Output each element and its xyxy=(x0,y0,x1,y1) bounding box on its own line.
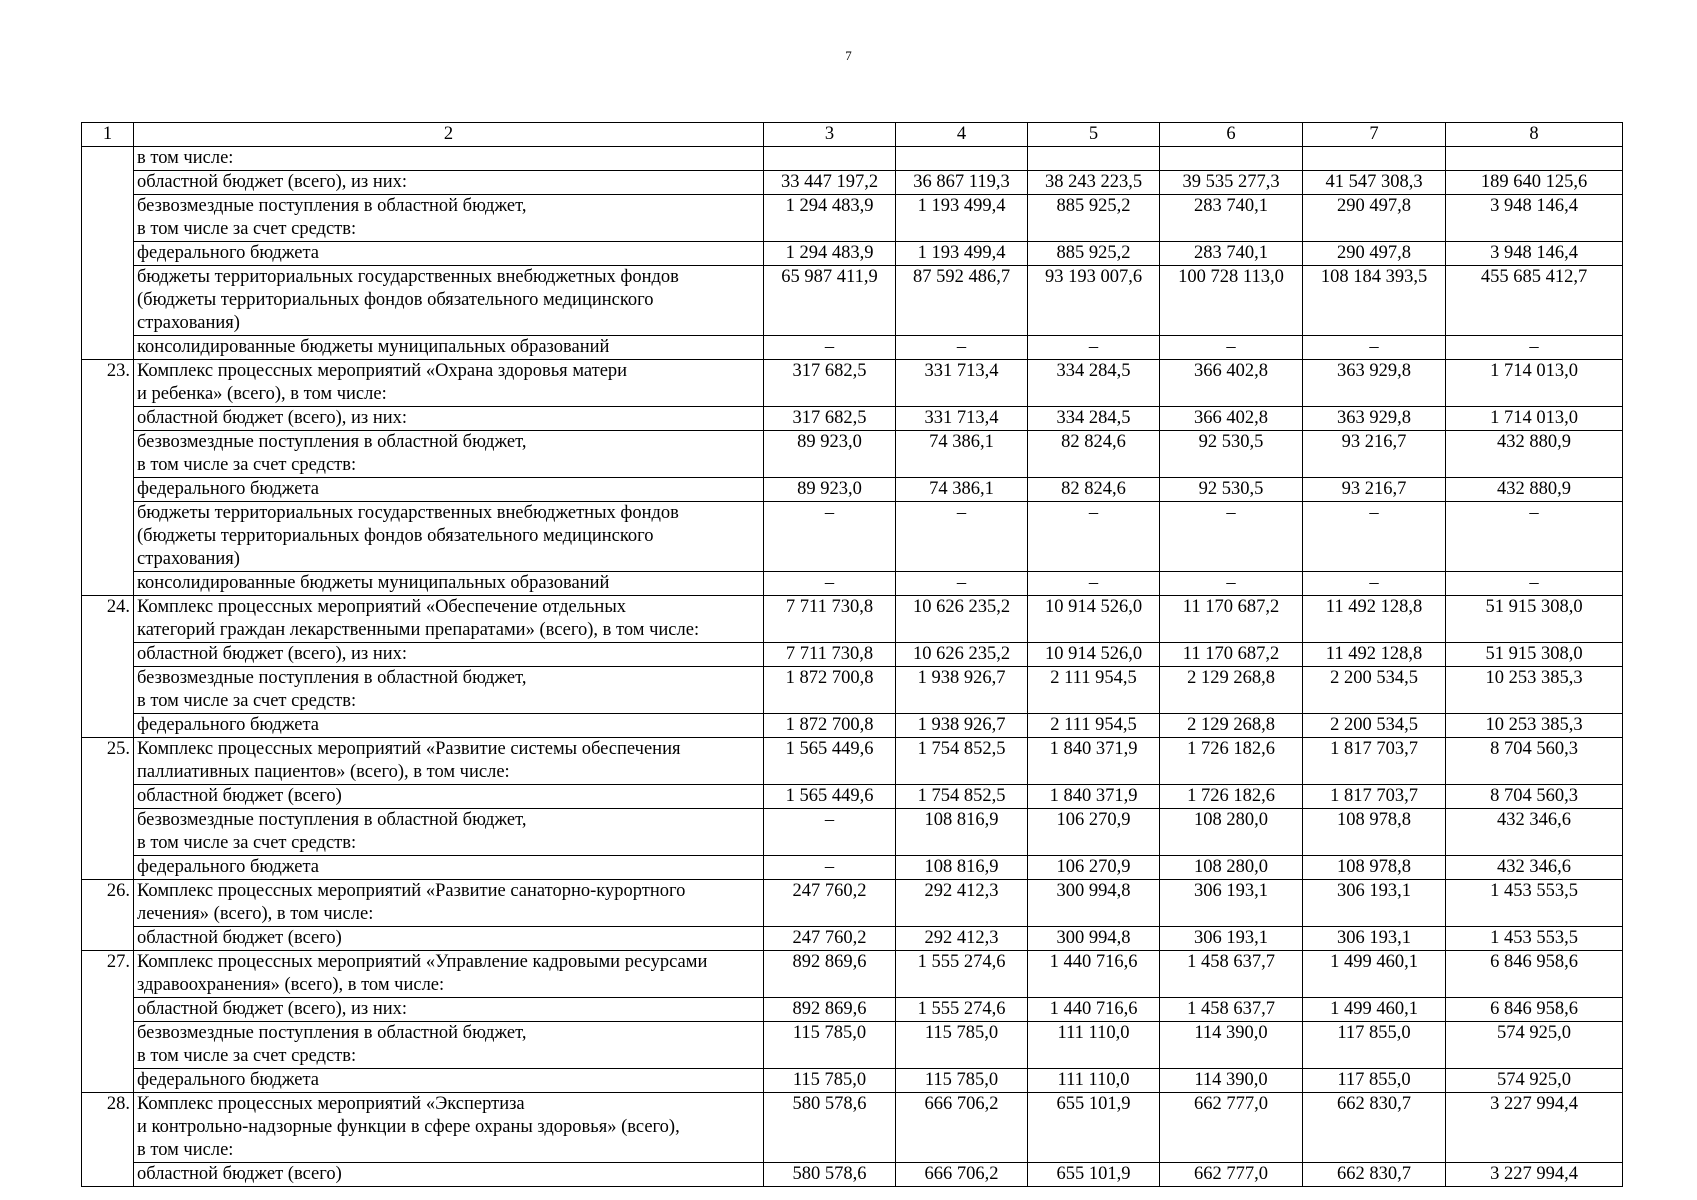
column-number-8: 8 xyxy=(1446,123,1623,147)
value-cell-col-3: 1 565 449,6 xyxy=(764,785,896,809)
row-description xyxy=(134,998,764,1022)
table-row xyxy=(82,478,1623,502)
value-cell-col-5: 2 111 954,5 xyxy=(1028,667,1160,714)
value-cell-col-6: 366 402,8 xyxy=(1160,407,1303,431)
value-cell-col-5: 334 284,5 xyxy=(1028,407,1160,431)
value-cell-col-7: – xyxy=(1303,502,1446,572)
row-description xyxy=(134,502,764,572)
table-row xyxy=(82,1069,1623,1093)
value-cell-col-4: 1 938 926,7 xyxy=(896,714,1028,738)
value-cell-col-6 xyxy=(1160,147,1303,171)
value-cell-col-8: 1 714 013,0 xyxy=(1446,360,1623,407)
value-cell-col-3: 115 785,0 xyxy=(764,1022,896,1069)
description-line: консолидированные бюджеты муниципальных образований xyxy=(137,337,610,357)
row-description xyxy=(134,431,764,478)
value-cell-col-3: – xyxy=(764,856,896,880)
value-cell-col-5: 655 101,9 xyxy=(1028,1163,1160,1187)
value-cell-col-6: 108 280,0 xyxy=(1160,809,1303,856)
value-cell-col-4: 10 626 235,2 xyxy=(896,596,1028,643)
value-cell-col-7: 11 492 128,8 xyxy=(1303,643,1446,667)
value-cell-col-8: 574 925,0 xyxy=(1446,1022,1623,1069)
value-cell-col-3: 89 923,0 xyxy=(764,478,896,502)
description-line: страхования) xyxy=(137,313,240,333)
value-cell-col-7: 108 978,8 xyxy=(1303,856,1446,880)
value-cell-col-3: 247 760,2 xyxy=(764,880,896,927)
value-cell-col-3: 1 872 700,8 xyxy=(764,714,896,738)
description-line: областной бюджет (всего) xyxy=(137,786,342,806)
value-cell-col-6: 92 530,5 xyxy=(1160,431,1303,478)
value-cell-col-7: 93 216,7 xyxy=(1303,431,1446,478)
value-cell-col-6: 1 458 637,7 xyxy=(1160,951,1303,998)
value-cell-col-4: 1 555 274,6 xyxy=(896,998,1028,1022)
table-row xyxy=(82,266,1623,336)
description-line: в том числе за счет средств: xyxy=(137,833,357,853)
value-cell-col-8: 432 346,6 xyxy=(1446,856,1623,880)
value-cell-col-7: 662 830,7 xyxy=(1303,1093,1446,1163)
description-line: Комплекс процессных мероприятий «Управление кадровыми ресурсами xyxy=(137,952,708,972)
description-line: безвозмездные поступления в областной бюджет, xyxy=(137,810,527,830)
table-row xyxy=(82,336,1623,360)
value-cell-col-6: 2 129 268,8 xyxy=(1160,667,1303,714)
description-line: консолидированные бюджеты муниципальных образований xyxy=(137,573,610,593)
value-cell-col-8: 10 253 385,3 xyxy=(1446,714,1623,738)
value-cell-col-5: 93 193 007,6 xyxy=(1028,266,1160,336)
value-cell-col-3: 317 682,5 xyxy=(764,407,896,431)
value-cell-col-3: 89 923,0 xyxy=(764,431,896,478)
value-cell-col-7: 2 200 534,5 xyxy=(1303,667,1446,714)
value-cell-col-4: 115 785,0 xyxy=(896,1022,1028,1069)
description-line: бюджеты территориальных государственных внебюджетных фондов xyxy=(137,267,679,287)
column-number-4: 4 xyxy=(896,123,1028,147)
value-cell-col-5: – xyxy=(1028,572,1160,596)
value-cell-col-5: 1 840 371,9 xyxy=(1028,785,1160,809)
table-row xyxy=(82,714,1623,738)
value-cell-col-6: 2 129 268,8 xyxy=(1160,714,1303,738)
description-line: Комплекс процессных мероприятий «Экспертиза xyxy=(137,1094,525,1114)
value-cell-col-6: 306 193,1 xyxy=(1160,927,1303,951)
value-cell-col-4: 1 193 499,4 xyxy=(896,195,1028,242)
value-cell-col-4: 36 867 119,3 xyxy=(896,171,1028,195)
description-line: федерального бюджета xyxy=(137,857,320,877)
value-cell-col-7: 117 855,0 xyxy=(1303,1069,1446,1093)
value-cell-col-6: 662 777,0 xyxy=(1160,1163,1303,1187)
description-line: федерального бюджета xyxy=(137,243,320,263)
value-cell-col-3: 115 785,0 xyxy=(764,1069,896,1093)
value-cell-col-7: 108 184 393,5 xyxy=(1303,266,1446,336)
value-cell-col-5: 1 440 716,6 xyxy=(1028,951,1160,998)
column-number-3: 3 xyxy=(764,123,896,147)
value-cell-col-7 xyxy=(1303,147,1446,171)
row-description xyxy=(134,1163,764,1187)
table-row xyxy=(82,502,1623,572)
row-description xyxy=(134,266,764,336)
description-line: федерального бюджета xyxy=(137,715,320,735)
value-cell-col-8: 432 880,9 xyxy=(1446,431,1623,478)
value-cell-col-6: – xyxy=(1160,502,1303,572)
value-cell-col-3: 580 578,6 xyxy=(764,1093,896,1163)
value-cell-col-3: 247 760,2 xyxy=(764,927,896,951)
value-cell-col-3: – xyxy=(764,336,896,360)
value-cell-col-8: 189 640 125,6 xyxy=(1446,171,1623,195)
value-cell-col-7: 2 200 534,5 xyxy=(1303,714,1446,738)
value-cell-col-8: 51 915 308,0 xyxy=(1446,596,1623,643)
value-cell-col-8: 3 948 146,4 xyxy=(1446,195,1623,242)
value-cell-col-6: 108 280,0 xyxy=(1160,856,1303,880)
row-description xyxy=(134,360,764,407)
table-row xyxy=(82,195,1623,242)
row-description xyxy=(134,572,764,596)
table-row xyxy=(82,951,1623,998)
column-number-1: 1 xyxy=(82,123,134,147)
value-cell-col-4: 74 386,1 xyxy=(896,478,1028,502)
row-number: 27. xyxy=(82,951,134,1093)
table-row xyxy=(82,360,1623,407)
value-cell-col-4: – xyxy=(896,336,1028,360)
value-cell-col-5 xyxy=(1028,147,1160,171)
description-line: и ребенка» (всего), в том числе: xyxy=(137,384,387,404)
value-cell-col-5: – xyxy=(1028,336,1160,360)
value-cell-col-3: 892 869,6 xyxy=(764,951,896,998)
value-cell-col-3: – xyxy=(764,502,896,572)
value-cell-col-6: 114 390,0 xyxy=(1160,1022,1303,1069)
value-cell-col-3: – xyxy=(764,809,896,856)
table-row xyxy=(82,171,1623,195)
description-line: и контрольно-надзорные функции в сфере охраны здоровья» (всего), xyxy=(137,1117,680,1137)
table-row xyxy=(82,1022,1623,1069)
table-row xyxy=(82,1163,1623,1187)
value-cell-col-8: 51 915 308,0 xyxy=(1446,643,1623,667)
value-cell-col-7: 290 497,8 xyxy=(1303,242,1446,266)
description-line: бюджеты территориальных государственных внебюджетных фондов xyxy=(137,503,679,523)
value-cell-col-7: 306 193,1 xyxy=(1303,927,1446,951)
value-cell-col-4: 292 412,3 xyxy=(896,927,1028,951)
value-cell-col-3: 33 447 197,2 xyxy=(764,171,896,195)
description-line: безвозмездные поступления в областной бюджет, xyxy=(137,1023,527,1043)
value-cell-col-5: 111 110,0 xyxy=(1028,1069,1160,1093)
description-line: Комплекс процессных мероприятий «Охрана здоровья матери xyxy=(137,361,628,381)
row-description xyxy=(134,951,764,998)
value-cell-col-4: 331 713,4 xyxy=(896,407,1028,431)
value-cell-col-7: 363 929,8 xyxy=(1303,407,1446,431)
value-cell-col-6: 114 390,0 xyxy=(1160,1069,1303,1093)
value-cell-col-5: 885 925,2 xyxy=(1028,242,1160,266)
value-cell-col-6: 11 170 687,2 xyxy=(1160,596,1303,643)
value-cell-col-8: 6 846 958,6 xyxy=(1446,998,1623,1022)
value-cell-col-4: 74 386,1 xyxy=(896,431,1028,478)
value-cell-col-3: 1 565 449,6 xyxy=(764,738,896,785)
description-line: областной бюджет (всего) xyxy=(137,1164,342,1184)
row-description xyxy=(134,171,764,195)
value-cell-col-5: 106 270,9 xyxy=(1028,856,1160,880)
column-number-7: 7 xyxy=(1303,123,1446,147)
value-cell-col-7: 363 929,8 xyxy=(1303,360,1446,407)
description-line: Комплекс процессных мероприятий «Развитие системы обеспечения xyxy=(137,739,681,759)
table-row xyxy=(82,880,1623,927)
value-cell-col-5: 885 925,2 xyxy=(1028,195,1160,242)
page-number: 7 xyxy=(845,48,852,63)
value-cell-col-4: 292 412,3 xyxy=(896,880,1028,927)
value-cell-col-3: 580 578,6 xyxy=(764,1163,896,1187)
value-cell-col-4 xyxy=(896,147,1028,171)
value-cell-col-8: 1 453 553,5 xyxy=(1446,880,1623,927)
description-line: безвозмездные поступления в областной бюджет, xyxy=(137,196,527,216)
description-line: безвозмездные поступления в областной бюджет, xyxy=(137,668,527,688)
value-cell-col-5: 1 840 371,9 xyxy=(1028,738,1160,785)
row-description xyxy=(134,147,764,171)
value-cell-col-6: 100 728 113,0 xyxy=(1160,266,1303,336)
row-description xyxy=(134,336,764,360)
value-cell-col-6: 39 535 277,3 xyxy=(1160,171,1303,195)
description-line: (бюджеты территориальных фондов обязательного медицинского xyxy=(137,526,654,546)
value-cell-col-3: 1 872 700,8 xyxy=(764,667,896,714)
value-cell-col-7: 1 817 703,7 xyxy=(1303,738,1446,785)
value-cell-col-3: 7 711 730,8 xyxy=(764,596,896,643)
description-line: областной бюджет (всего), из них: xyxy=(137,644,408,664)
value-cell-col-4: 1 754 852,5 xyxy=(896,785,1028,809)
row-description xyxy=(134,785,764,809)
value-cell-col-6: 306 193,1 xyxy=(1160,880,1303,927)
value-cell-col-4: 108 816,9 xyxy=(896,809,1028,856)
value-cell-col-6: 1 726 182,6 xyxy=(1160,738,1303,785)
value-cell-col-7: 1 499 460,1 xyxy=(1303,951,1446,998)
description-line: Комплекс процессных мероприятий «Развитие санаторно-курортного xyxy=(137,881,686,901)
value-cell-col-8: 10 253 385,3 xyxy=(1446,667,1623,714)
value-cell-col-4: 331 713,4 xyxy=(896,360,1028,407)
value-cell-col-5: 10 914 526,0 xyxy=(1028,596,1160,643)
value-cell-col-5: 2 111 954,5 xyxy=(1028,714,1160,738)
description-line: (бюджеты территориальных фондов обязательного медицинского xyxy=(137,290,654,310)
row-number: 25. xyxy=(82,738,134,880)
value-cell-col-8: 455 685 412,7 xyxy=(1446,266,1623,336)
description-line: в том числе за счет средств: xyxy=(137,691,357,711)
row-description xyxy=(134,809,764,856)
value-cell-col-5: 10 914 526,0 xyxy=(1028,643,1160,667)
value-cell-col-3: 1 294 483,9 xyxy=(764,242,896,266)
value-cell-col-8: 1 714 013,0 xyxy=(1446,407,1623,431)
table-row xyxy=(82,785,1623,809)
row-number: 23. xyxy=(82,360,134,596)
table-body xyxy=(82,123,1623,1187)
value-cell-col-3: 1 294 483,9 xyxy=(764,195,896,242)
value-cell-col-5: 82 824,6 xyxy=(1028,431,1160,478)
row-description xyxy=(134,242,764,266)
value-cell-col-8: 3 948 146,4 xyxy=(1446,242,1623,266)
table-row xyxy=(82,667,1623,714)
value-cell-col-8: 574 925,0 xyxy=(1446,1069,1623,1093)
value-cell-col-4: 666 706,2 xyxy=(896,1163,1028,1187)
row-number: 26. xyxy=(82,880,134,951)
table-row xyxy=(82,643,1623,667)
value-cell-col-3 xyxy=(764,147,896,171)
description-line: в том числе за счет средств: xyxy=(137,219,357,239)
value-cell-col-7: 93 216,7 xyxy=(1303,478,1446,502)
value-cell-col-8 xyxy=(1446,147,1623,171)
value-cell-col-5: 1 440 716,6 xyxy=(1028,998,1160,1022)
description-line: страхования) xyxy=(137,549,240,569)
row-description xyxy=(134,856,764,880)
value-cell-col-7: – xyxy=(1303,336,1446,360)
value-cell-col-6: 1 458 637,7 xyxy=(1160,998,1303,1022)
table-row xyxy=(82,927,1623,951)
description-line: областной бюджет (всего), из них: xyxy=(137,999,408,1019)
value-cell-col-7: 1 817 703,7 xyxy=(1303,785,1446,809)
value-cell-col-5: 300 994,8 xyxy=(1028,927,1160,951)
value-cell-col-7: 117 855,0 xyxy=(1303,1022,1446,1069)
table-row xyxy=(82,998,1623,1022)
value-cell-col-6: 1 726 182,6 xyxy=(1160,785,1303,809)
description-line: лечения» (всего), в том числе: xyxy=(137,904,374,924)
description-line: федерального бюджета xyxy=(137,1070,320,1090)
value-cell-col-4: 108 816,9 xyxy=(896,856,1028,880)
description-line: в том числе за счет средств: xyxy=(137,1046,357,1066)
table-row xyxy=(82,572,1623,596)
column-number-5: 5 xyxy=(1028,123,1160,147)
table-row xyxy=(82,738,1623,785)
value-cell-col-8: 432 346,6 xyxy=(1446,809,1623,856)
row-description xyxy=(134,195,764,242)
row-number: 28. xyxy=(82,1093,134,1187)
row-description xyxy=(134,1022,764,1069)
value-cell-col-3: 892 869,6 xyxy=(764,998,896,1022)
description-line: областной бюджет (всего), из них: xyxy=(137,172,408,192)
value-cell-col-5: 655 101,9 xyxy=(1028,1093,1160,1163)
value-cell-col-8: 1 453 553,5 xyxy=(1446,927,1623,951)
row-description xyxy=(134,478,764,502)
value-cell-col-6: 662 777,0 xyxy=(1160,1093,1303,1163)
column-number-2: 2 xyxy=(134,123,764,147)
value-cell-col-7: 11 492 128,8 xyxy=(1303,596,1446,643)
row-description xyxy=(134,927,764,951)
value-cell-col-5: 82 824,6 xyxy=(1028,478,1160,502)
value-cell-col-8: – xyxy=(1446,502,1623,572)
value-cell-col-6: 92 530,5 xyxy=(1160,478,1303,502)
value-cell-col-7: 108 978,8 xyxy=(1303,809,1446,856)
row-number: 24. xyxy=(82,596,134,738)
value-cell-col-8: 3 227 994,4 xyxy=(1446,1093,1623,1163)
value-cell-col-5: 300 994,8 xyxy=(1028,880,1160,927)
value-cell-col-8: 8 704 560,3 xyxy=(1446,785,1623,809)
value-cell-col-5: – xyxy=(1028,502,1160,572)
table-row xyxy=(82,596,1623,643)
row-description xyxy=(134,643,764,667)
value-cell-col-4: 1 754 852,5 xyxy=(896,738,1028,785)
value-cell-col-3: 7 711 730,8 xyxy=(764,643,896,667)
description-line: федерального бюджета xyxy=(137,479,320,499)
value-cell-col-8: 6 846 958,6 xyxy=(1446,951,1623,998)
value-cell-col-8: 3 227 994,4 xyxy=(1446,1163,1623,1187)
description-line: категорий граждан лекарственными препаратами» (всего), в том числе: xyxy=(137,620,700,640)
column-number-6: 6 xyxy=(1160,123,1303,147)
value-cell-col-6: 366 402,8 xyxy=(1160,360,1303,407)
value-cell-col-7: 41 547 308,3 xyxy=(1303,171,1446,195)
value-cell-col-6: 283 740,1 xyxy=(1160,195,1303,242)
row-description xyxy=(134,880,764,927)
description-line: здравоохранения» (всего), в том числе: xyxy=(137,975,445,995)
value-cell-col-6: – xyxy=(1160,336,1303,360)
value-cell-col-4: 666 706,2 xyxy=(896,1093,1028,1163)
value-cell-col-5: 334 284,5 xyxy=(1028,360,1160,407)
description-line: Комплекс процессных мероприятий «Обеспечение отдельных xyxy=(137,597,627,617)
table-row xyxy=(82,147,1623,171)
value-cell-col-8: 432 880,9 xyxy=(1446,478,1623,502)
description-line: областной бюджет (всего), из них: xyxy=(137,408,408,428)
table-row xyxy=(82,242,1623,266)
row-description xyxy=(134,596,764,643)
value-cell-col-7: 1 499 460,1 xyxy=(1303,998,1446,1022)
value-cell-col-4: – xyxy=(896,572,1028,596)
value-cell-col-3: – xyxy=(764,572,896,596)
row-number xyxy=(82,147,134,360)
value-cell-col-4: 115 785,0 xyxy=(896,1069,1028,1093)
value-cell-col-8: 8 704 560,3 xyxy=(1446,738,1623,785)
value-cell-col-6: 11 170 687,2 xyxy=(1160,643,1303,667)
table-row xyxy=(82,407,1623,431)
value-cell-col-6: – xyxy=(1160,572,1303,596)
table-row xyxy=(82,856,1623,880)
description-line: паллиативных пациентов» (всего), в том числе: xyxy=(137,762,510,782)
row-description xyxy=(134,407,764,431)
description-line: безвозмездные поступления в областной бюджет, xyxy=(137,432,527,452)
table-row xyxy=(82,1093,1623,1163)
value-cell-col-5: 111 110,0 xyxy=(1028,1022,1160,1069)
value-cell-col-6: 283 740,1 xyxy=(1160,242,1303,266)
table-row xyxy=(82,809,1623,856)
value-cell-col-5: 38 243 223,5 xyxy=(1028,171,1160,195)
value-cell-col-3: 65 987 411,9 xyxy=(764,266,896,336)
description-line: в том числе: xyxy=(137,1140,234,1160)
description-line: областной бюджет (всего) xyxy=(137,928,342,948)
description-line: в том числе: xyxy=(137,148,234,168)
value-cell-col-7: 662 830,7 xyxy=(1303,1163,1446,1187)
row-description xyxy=(134,738,764,785)
value-cell-col-8: – xyxy=(1446,336,1623,360)
budget-table xyxy=(81,122,1623,1187)
value-cell-col-4: 1 555 274,6 xyxy=(896,951,1028,998)
value-cell-col-5: 106 270,9 xyxy=(1028,809,1160,856)
value-cell-col-8: – xyxy=(1446,572,1623,596)
value-cell-col-7: – xyxy=(1303,572,1446,596)
value-cell-col-4: 10 626 235,2 xyxy=(896,643,1028,667)
value-cell-col-4: 87 592 486,7 xyxy=(896,266,1028,336)
value-cell-col-7: 306 193,1 xyxy=(1303,880,1446,927)
table-header-row xyxy=(82,123,1623,147)
row-description xyxy=(134,1093,764,1163)
table-row xyxy=(82,431,1623,478)
value-cell-col-4: 1 193 499,4 xyxy=(896,242,1028,266)
value-cell-col-3: 317 682,5 xyxy=(764,360,896,407)
value-cell-col-7: 290 497,8 xyxy=(1303,195,1446,242)
row-description xyxy=(134,667,764,714)
value-cell-col-4: – xyxy=(896,502,1028,572)
row-description xyxy=(134,714,764,738)
value-cell-col-4: 1 938 926,7 xyxy=(896,667,1028,714)
description-line: в том числе за счет средств: xyxy=(137,455,357,475)
row-description xyxy=(134,1069,764,1093)
